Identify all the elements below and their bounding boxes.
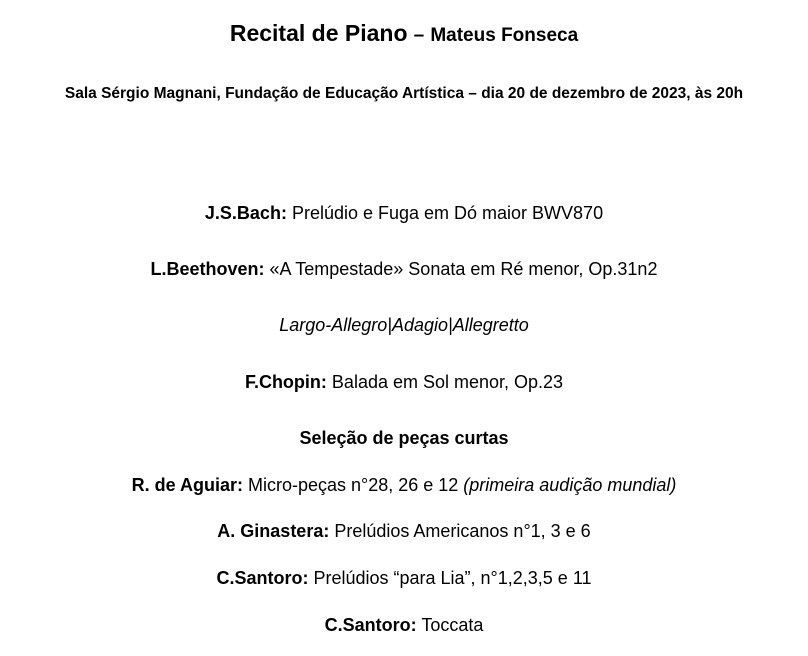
- program-item-movements: [0, 316, 808, 334]
- page-title: [0, 22, 808, 45]
- movement-list: Largo-Allegro|Adagio|Allegretto: [279, 315, 529, 335]
- work-title: Balada em Sol menor, Op.23: [326, 372, 564, 392]
- composer-name: C.Santoro:: [216, 568, 309, 588]
- performer-name: Mateus Fonseca: [430, 25, 579, 46]
- title-separator: –: [413, 25, 425, 46]
- venue-line: Sala Sérgio Magnani, Fundação de Educação Artística – dia 20 de dezembro de 2023, às 20h: [64, 85, 744, 102]
- work-title: Prelúdio e Fuga em Dó maior BWV870: [286, 203, 604, 223]
- work-title: Micro-peças n°28, 26 e 12: [242, 475, 464, 495]
- program-item-ginastera: [0, 522, 808, 540]
- program-item-aguiar: [0, 476, 808, 494]
- work-title: «A Tempestade» Sonata em Ré menor, Op.31n2: [264, 259, 658, 279]
- composer-name: J.S.Bach:: [204, 203, 287, 223]
- work-title: Toccata: [416, 615, 484, 635]
- work-title: Prelúdios Americanos n°1, 3 e 6: [329, 521, 591, 541]
- program-item-chopin: [0, 373, 808, 391]
- composer-name: R. de Aguiar:: [131, 475, 243, 495]
- program-item-santoro-toccata: [0, 616, 808, 634]
- work-note: (primeira audição mundial): [463, 475, 677, 495]
- composer-name: C.Santoro:: [324, 615, 417, 635]
- section-heading: [0, 429, 808, 447]
- work-title: Prelúdios “para Lia”, n°1,2,3,5 e 11: [308, 568, 592, 588]
- composer-name: L.Beethoven:: [150, 259, 265, 279]
- program-item-santoro-preludes: [0, 569, 808, 587]
- section-title: Seleção de peças curtas: [299, 428, 509, 448]
- composer-name: F.Chopin:: [244, 372, 327, 392]
- program-item-beethoven: [0, 260, 808, 278]
- recital-title: Recital de Piano: [229, 20, 408, 46]
- program-item-bach: [0, 204, 808, 222]
- composer-name: A. Ginastera:: [217, 521, 330, 541]
